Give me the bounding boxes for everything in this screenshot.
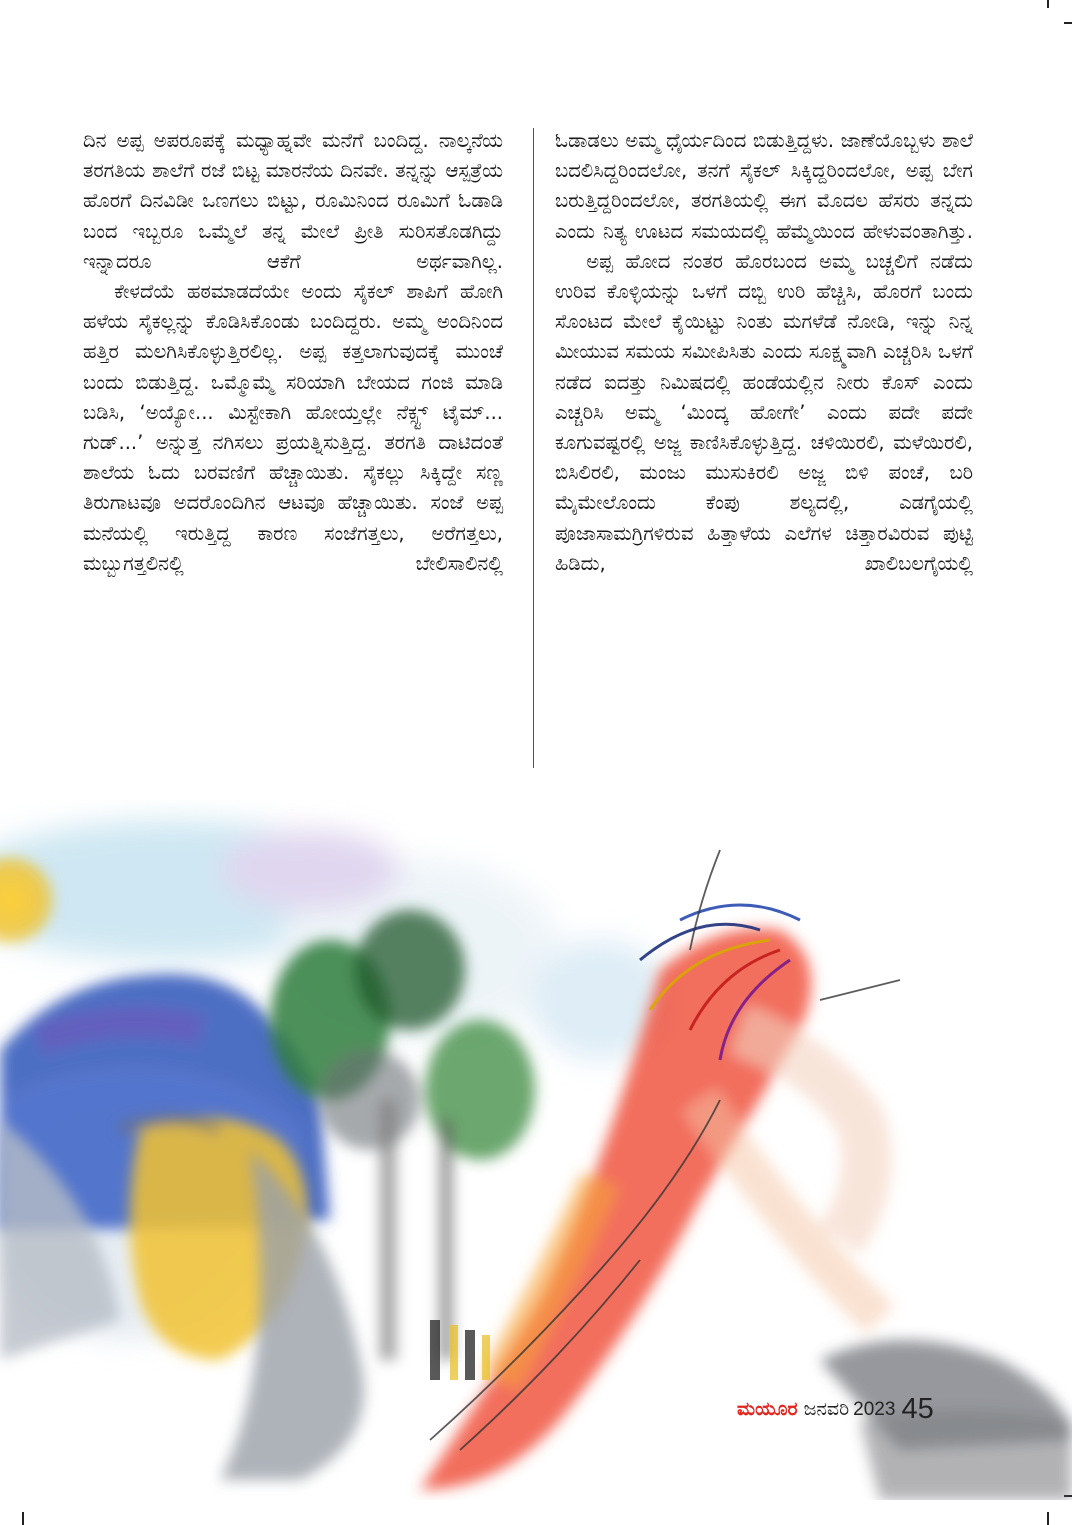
crop-mark-bottom-left — [22, 1512, 24, 1525]
article-right-column — [555, 126, 973, 579]
crop-mark-top-right — [1047, 0, 1049, 8]
page-footer — [737, 1393, 934, 1426]
article-paragraph: ಕೇಳದೆಯೆ ಹಠಮಾಡದೆಯೇ ಅಂದು ಸೈಕಲ್ ಶಾಪಿಗೆ ಹೋಗಿ ಹಳೆಯ ಸೈಕಲ್ಲನ್ನು ಕೊಡಿಸಿಕೊಂಡು ಬಂದಿದ್ದರು. ಅಮ್ಮ ಅಂದಿನಿಂದ ಹತ್ತಿರ ಮಲಗಿಸಿಕೊಳ್ಳುತ್ತಿರಲಿಲ್ಲ. ಅಪ್ಪ ಕತ್ತಲಾಗುವುದಕ್ಕೆ ಮುಂಚೆ ಬಂದು ಬಿಡುತ್ತಿದ್ದ. ಒಮ್ಮೊಮ್ಮೆ ಸರಿಯಾಗಿ ಬೇಯದ ಗಂಜಿ ಮಾಡಿ ಬಡಿಸಿ, ‘ಅಯ್ಯೋ... ಮಿಸ್ಟೇಕಾಗಿ ಹೋಯ್ತಲ್ಲೇ ನೆಕ್ಸ್ಟ್ ಟೈಮ್... ಗುಡ್...’ ಅನ್ನುತ್ತ ನಗಿಸಲು ಪ್ರಯತ್ನಿಸುತ್ತಿದ್ದ. ತರಗತಿ ದಾಟಿದಂತೆ ಶಾಲೆಯ ಓದು ಬರವಣಿಗೆ ಹೆಚ್ಚಾಯಿತು. ಸೈಕಲ್ಲು ಸಿಕ್ಕಿದ್ದೇ ಸಣ್ಣ ತಿರುಗಾಟವೂ ಅದರೊಂದಿಗಿನ ಆಟವೂ ಹೆಚ್ಚಾಯಿತು. ಸಂಜೆ ಅಪ್ಪ ಮನೆಯಲ್ಲಿ ಇರುತ್ತಿದ್ದ ಕಾರಣ ಸಂಜೆಗತ್ತಲು, ಅರೆಗತ್ತಲು, ಮಬ್ಬುಗತ್ತಲಿನಲ್ಲಿ ಬೇಲಿಸಾಲಿನಲ್ಲಿ — [83, 280, 503, 575]
article-paragraph: ದಿನ ಅಪ್ಪ ಅಪರೂಪಕ್ಕೆ ಮಧ್ಯಾಹ್ನವೇ ಮನೆಗೆ ಬಂದಿದ್ದ. ನಾಲ್ಕನೆಯ ತರಗತಿಯ ಶಾಲೆಗೆ ರಜೆ ಬಿಟ್ಟ ಮಾರನೆಯ ದಿನವೇ. ತನ್ನನ್ನು ಆಸ್ಪತ್ರೆಯ ಹೊರಗೆ ದಿನವಿಡೀ ಒಣಗಲು ಬಿಟ್ಟು, ರೂಮಿನಿಂದ ರೂಮಿಗೆ ಓಡಾಡಿ ಬಂದ ಇಬ್ಬರೂ ಒಮ್ಮೆಲೆ ತನ್ನ ಮೇಲೆ ಪ್ರೀತಿ ಸುರಿಸತೊಡಗಿದ್ದು ಇನ್ನಾದರೂ ಆಕೆಗೆ ಅರ್ಥವಾಗಿಲ್ಲ. — [83, 129, 503, 273]
issue-month: ಜನವರಿ — [803, 1399, 850, 1420]
article-paragraph: ಅಪ್ಪ ಹೋದ ನಂತರ ಹೊರಬಂದ ಅಮ್ಮ ಬಚ್ಚಲಿಗೆ ನಡೆದು ಉರಿವ ಕೊಳ್ಳಿಯನ್ನು ಒಳಗೆ ದಬ್ಬಿ ಉರಿ ಹೆಚ್ಚಿಸಿ, ಹೊರಗೆ ಬಂದು ಸೊಂಟದ ಮೇಲೆ ಕೈಯಿಟ್ಟು ನಿಂತು ಮಗಳೆಡೆ ನೋಡಿ, ಇನ್ನು ನಿನ್ನ ಮೀಯುವ ಸಮಯ ಸಮೀಪಿಸಿತು ಎಂದು ಸೂಕ್ಷ್ಮವಾಗಿ ಎಚ್ಚರಿಸಿ ಒಳಗೆ ನಡೆದ ಐದತ್ತು ನಿಮಿಷದಲ್ಲಿ ಹಂಡೆಯಲ್ಲಿನ ನೀರು ಕೊಸ್ ಎಂದು ಎಚ್ಚರಿಸಿ ಅಮ್ಮ ‘ಮಿಂದ್ಕ ಹೋಗೇ’ ಎಂದು ಪದೇ ಪದೇ ಕೂಗುವಷ್ಟರಲ್ಲಿ ಅಜ್ಜ ಕಾಣಿಸಿಕೊಳ್ಳುತ್ತಿದ್ದ. ಚಳಿಯಿರಲಿ, ಮಳೆಯಿರಲಿ, ಬಿಸಿಲಿರಲಿ, ಮಂಜು ಮುಸುಕಿರಲಿ ಅಜ್ಜ ಬಿಳಿ ಪಂಚೆ, ಬರಿ ಮೈಮೇಲೊಂದು ಕೆಂಪು ಶಲ್ಯದಲ್ಲಿ, ಎಡಗೈಯಲ್ಲಿ ಪೂಜಾಸಾಮಗ್ರಿಗಳಿರುವ ಹಿತ್ತಾಳೆಯ ಎಲೆಗಳ ಚಿತ್ತಾರವಿರುವ ಪುಟ್ಟಿ ಹಿಡಿದು, ಖಾಲಿಬಲಗೈಯಲ್ಲಿ — [555, 249, 973, 575]
crop-mark-bottom-right — [1047, 1512, 1049, 1525]
article-paragraph: ಓಡಾಡಲು ಅಮ್ಮ ಧೈರ್ಯದಿಂದ ಬಿಡುತ್ತಿದ್ದಳು. ಜಾಣೆಯೊಬ್ಬಳು ಶಾಲೆ ಬದಲಿಸಿದ್ದರಿಂದಲೋ, ತನಗೆ ಸೈಕಲ್ ಸಿಕ್ಕಿದ್ದರಿಂದಲೋ, ಅಪ್ಪ ಬೇಗ ಬರುತ್ತಿದ್ದರಿಂದಲೋ, ತರಗತಿಯಲ್ಲಿ ಈಗ ಮೊದಲ ಹೆಸರು ತನ್ನದು ಎಂದು ನಿತ್ಯ ಊಟದ ಸಮಯದಲ್ಲಿ ಹೆಮ್ಮೆಯಿಂದ ಹೇಳುವಂತಾಗಿತ್ತು. — [555, 129, 973, 243]
article-left-column — [83, 126, 503, 579]
issue-year: 2023 — [853, 1399, 896, 1420]
magazine-name: ಮಯೂರ — [737, 1399, 798, 1420]
page-number: 45 — [901, 1393, 934, 1425]
crop-mark-right-upper — [1064, 22, 1072, 24]
column-divider — [533, 128, 534, 768]
